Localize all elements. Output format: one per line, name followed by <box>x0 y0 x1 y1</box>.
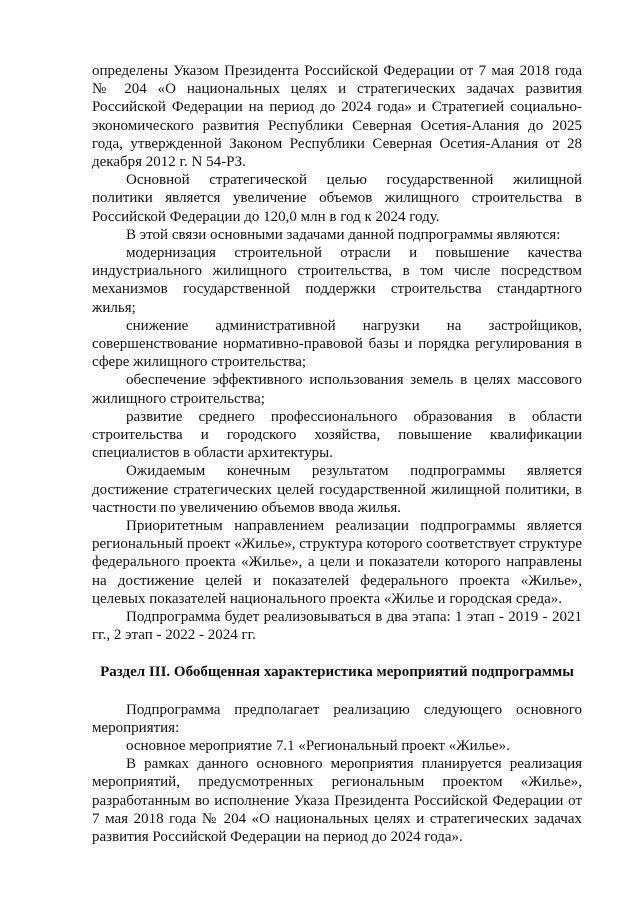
paragraph: развитие среднего профессионального образования в области строительства и городского хозяйства, повышение квалификации специалистов в области архитектуры. <box>92 408 582 462</box>
paragraph: Ожидаемым конечным результатом подпрограммы является достижение стратегических целей государственной жилищной политики, в частности по увеличению объемов ввода жилья. <box>92 463 582 516</box>
section-heading: Раздел III. Обобщенная характеристика мероприятий подпрограммы <box>100 663 574 680</box>
text-block-part2 <box>92 701 582 847</box>
text-block-part1 <box>92 62 582 645</box>
paragraph: снижение административной нагрузки на застройщиков, совершенствование нормативно-правовой базы и порядка регулирования в сфере жилищного строительства; <box>92 317 582 371</box>
paragraph: В рамках данного основного мероприятия планируется реализация мероприятий, предусмотренных региональным проектом «Жилье», разработанным во исполнение Указа Президента Российской Федерации от 7 мая 2018 года № 204 «О национальных целях и стратегических задачах развития Российской Федерации на период до 2024 года». <box>92 756 582 845</box>
document-page <box>92 62 582 846</box>
paragraph: В этой связи основными задачами данной подпрограммы являются: <box>126 226 561 243</box>
paragraph: Подпрограмма будет реализовываться в два этапа: 1 этап - 2019 - 2021 гг., 2 этап - 2022 - 2024 гг. <box>92 609 582 644</box>
paragraph: определены Указом Президента Российской Федерации от 7 мая 2018 года № 204 «О национальных целях и стратегических задачах развития Российской Федерации на период до 2024 года» и Стратегией социально-экономического развития Республики Северная Осетия-Алания до 2025 года, утвержденной Законом Республики Северная Осетия-Алания от 28 декабря 2012 г. N 54-РЗ. <box>92 63 582 171</box>
paragraph: основное мероприятие 7.1 «Региональный проект «Жилье». <box>126 737 510 754</box>
paragraph: Приоритетным направлением реализации подпрограммы является региональный проект «Жилье», структура которого соответствует структуре федерального проекта «Жилье», а цели и показатели которого направлены на достижение целей и показателей федерального проекта «Жилье», целевых показателей национального проекта «Жилье и городская среда». <box>92 518 582 607</box>
paragraph: Основной стратегической целью государственной жилищной политики является увеличение объемов жилищного строительства в Российской Федерации до 120,0 млн в год к 2024 году. <box>92 172 582 225</box>
paragraph: обеспечение эффективного использования земель в целях массового жилищного строительства; <box>92 372 582 407</box>
paragraph: модернизация строительной отрасли и повышение качества индустриального жилищного строительства, в том числе посредством механизмов государственной поддержки строительства стандартного жилья; <box>92 245 582 316</box>
paragraph: Подпрограмма предполагает реализацию следующего основного мероприятия: <box>92 701 582 736</box>
